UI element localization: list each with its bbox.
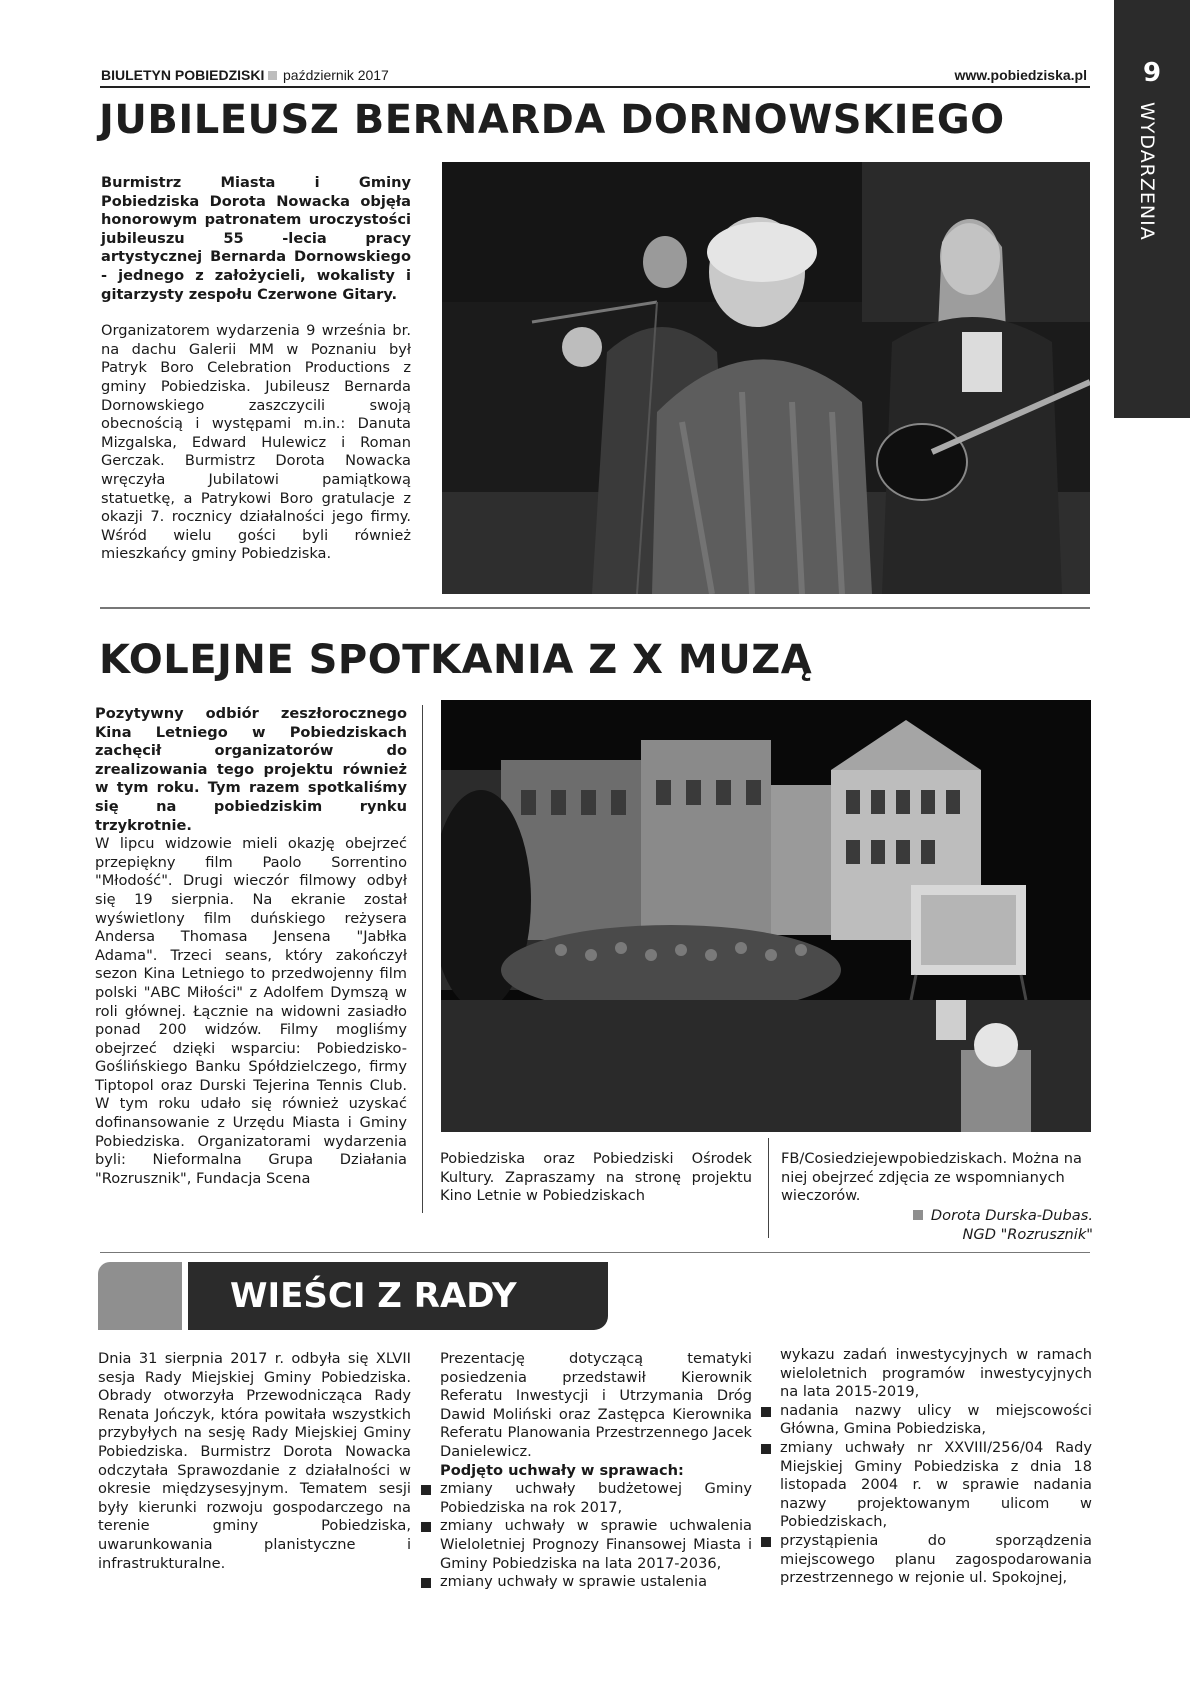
caption-divider	[768, 1138, 769, 1238]
article1-text	[101, 174, 411, 564]
article-divider	[100, 607, 1090, 609]
cinema-caption-col2: Pobiedziska oraz Pobiedziski Ośrodek Kultury. Zapraszamy na stronę projektu Kino Letnie w Pobiedziskach	[440, 1150, 752, 1205]
square-bullet-icon	[913, 1210, 923, 1220]
rada-banner	[98, 1262, 608, 1330]
banner-tab	[98, 1262, 182, 1330]
list-item: nadania nazwy ulicy w miejscowości Główna, Gmina Pobiedziska,	[760, 1402, 1092, 1439]
section-sidebar	[1114, 0, 1190, 418]
list-item: zmiany uchwały budżetowej Gminy Pobiedziska na rok 2017,	[420, 1480, 752, 1517]
header-rule	[100, 86, 1090, 88]
author-name-text: Dorota Durska-Dubas.	[930, 1207, 1093, 1224]
rada-col3	[760, 1346, 1092, 1588]
article1-title: JUBILEUSZ BERNARDA DORNOWSKIEGO	[99, 97, 1005, 143]
list-item: przystąpienia do sporządzenia miejscowego planu zagospodarowania przestrzennego w rejonie ul. Spokojnej,	[760, 1532, 1092, 1588]
cinema-photo	[441, 700, 1091, 1132]
list-item: zmiany uchwały nr XXVIII/256/04 Rady Miejskiej Gminy Pobiedziska z dnia 18 listopada 2004 r. w sprawie nadania nazwy projektowanym ulicom w Pobiedziskach,	[760, 1439, 1092, 1532]
section-label: WYDARZENIA	[1136, 102, 1158, 241]
cinema-photo-image	[441, 700, 1091, 1132]
list-item: zmiany uchwały w sprawie ustalenia	[420, 1573, 752, 1592]
rada-banner-title: WIEŚCI Z RADY	[230, 1276, 517, 1316]
article1-body: Organizatorem wydarzenia 9 września br. na dachu Galerii MM w Poznaniu był Patryk Boro Celebration Productions z gminy Pobiedziska. Jubileusz Bernarda Dornowskiego zaszczycili swoją obecnością i występami m.in.: Danuta Mizgalska, Edward Hulewicz i Roman Gerczak. Burmistrz Dorota Nowacka wręczyła Jubilatowi pamiątkową statuetkę, a Patrykowi Boro gratulacje z okazji 7. rocznicy działalności jego firmy. Wśród wielu gości byli również mieszkańcy gminy Pobiedziska.	[101, 322, 411, 563]
article2-lead: Pozytywny odbiór zeszłorocznego Kina Letniego w Pobiedziskach zachęcił organizatorów do zrealizowania tego projektu również w tym roku. Tym razem spotkaliśmy się na pobiedziskim rynku trzykrotnie.	[95, 705, 407, 834]
website-link[interactable]: www.pobiedziska.pl	[954, 67, 1087, 83]
article2-body: W lipcu widzowie mieli okazję obejrzeć przepiękny film Paolo Sorrentino "Młodość". Drugi wieczór filmowy odbył się 19 sierpnia. Na ekranie został wyświetlony film duńskiego reżysera Andersa Thomasa Jensena "Jabłka Adama". Trzeci seans, który zakończył sezon Kina Letniego to przedwojenny film polski "ABC Miłości" z Adolfem Dymszą w roli głównej. Łącznie na widowni zasiadło ponad 200 widzów. Filmy mogliśmy obejrzeć dzięki wsparciu: Pobiedzisko-Goślińskiego Banku Spółdzielczego, firmy Tiptopol oraz Durski Tejerina Tennis Club. W tym roku udało się również uzyskać dofinansowanie z Urzędu Miasta i Gminy Pobiedziska. Organizatorami wydarzenia byli: Nieformalna Grupa Działania "Rozrusznik", Fundacja Scena	[95, 835, 407, 1187]
article2-title: KOLEJNE SPOTKANIA Z X MUZĄ	[99, 637, 813, 683]
header-separator-icon	[268, 71, 277, 80]
page-number: 9	[1142, 58, 1162, 88]
author-credit	[781, 1206, 1093, 1244]
rada-col1: Dnia 31 sierpnia 2017 r. odbyła się XLVII sesja Rady Miejskiej Gminy Pobiedziska. Obrady otworzyła Przewodnicząca Rady Renata Jończyk, która powitała wszystkich przybyłych na sesję Rady Miejskiej Gminy Pobiedziska. Burmistrz Dorota Nowacka odczytała Sprawozdanie z działalności w okresie międzysesyjnym. Tematem sesji były kierunki rozwoju gospodarczego na terenie gminy Pobiedziska, uwarunkowania planistyczne i infrastrukturalne.	[98, 1350, 411, 1572]
rada-col3-cont: wykazu zadań inwestycyjnych w ramach wieloletnich programów inwestycyjnych na lata 2015-2019,	[780, 1346, 1092, 1401]
concert-photo	[442, 162, 1090, 594]
publication-name: BIULETYN POBIEDZISKI	[101, 67, 265, 83]
cinema-caption-col3: FB/Cosiedziejewpobiedziskach. Można na niej obejrzeć zdjęcia ze wspomnianych wieczorów.	[781, 1150, 1082, 1205]
rada-col2-heading: Podjęto uchwały w sprawach:	[440, 1461, 684, 1479]
author-name	[781, 1206, 1093, 1225]
rada-col3-list	[760, 1402, 1092, 1588]
article2-text	[95, 705, 407, 1188]
issue-date: październik 2017	[283, 67, 389, 83]
concert-photo-image	[442, 162, 1090, 594]
author-org: NGD "Rozrusznik"	[962, 1226, 1093, 1243]
rada-col2-intro: Prezentację dotyczącą tematyki posiedzenia przedstawił Kierownik Referatu Inwestycji i Utrzymania Dróg Dawid Moliński oraz Zastępca Kierownika Referatu Planowania Przestrzennego Jacek Danielewicz.	[440, 1350, 752, 1460]
column-divider	[422, 705, 423, 1213]
rada-col2	[420, 1350, 752, 1592]
rada-col2-list	[420, 1480, 752, 1592]
article-divider-2	[100, 1252, 1090, 1253]
list-item: zmiany uchwały w sprawie uchwalenia Wieloletniej Prognozy Finansowej Miasta i Gminy Pobiedziska na lata 2017-2036,	[420, 1517, 752, 1573]
article1-lead: Burmistrz Miasta i Gminy Pobiedziska Dorota Nowacka objęła honorowym patronatem uroczystości jubileuszu 55 -lecia pracy artystycznej Bernarda Dornowskiego - jednego z założycieli, wokalisty i gitarzysty zespołu Czerwone Gitary.	[101, 174, 411, 303]
